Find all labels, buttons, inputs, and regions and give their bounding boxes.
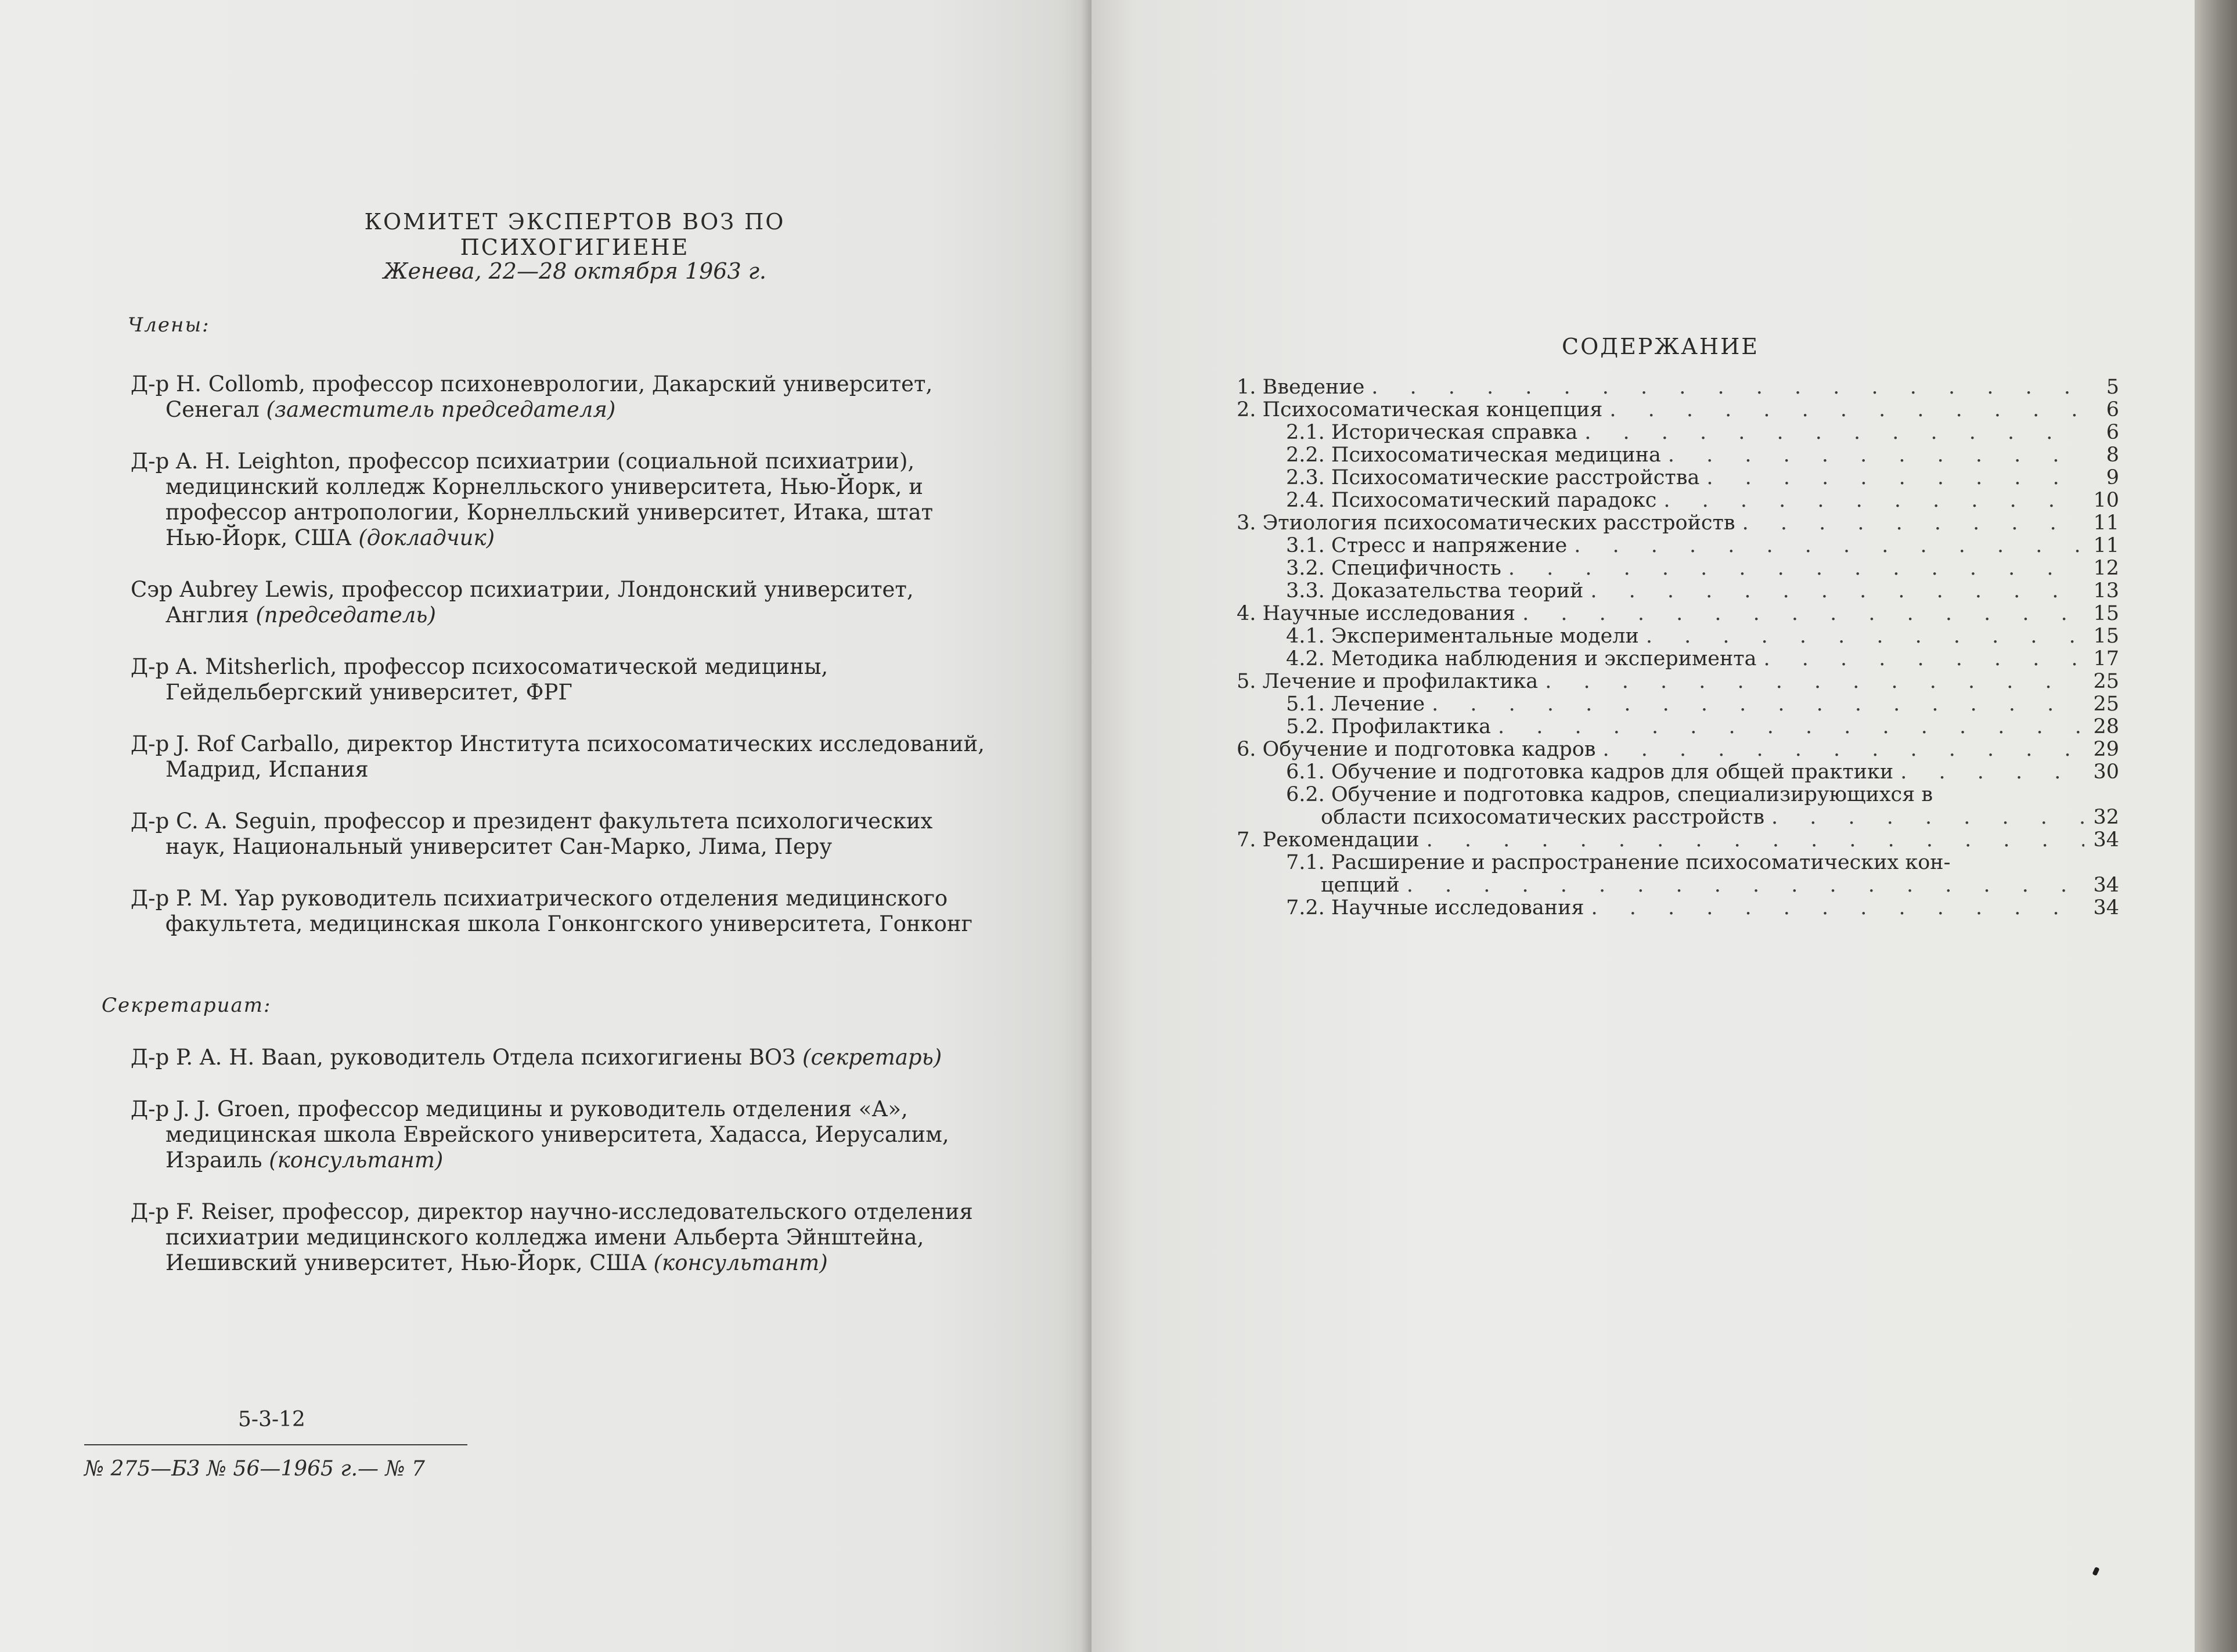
person-description: , профессор психосоматической медицины, Гейдельбергский университет, ФРГ bbox=[165, 654, 828, 705]
toc-leader-dots bbox=[1742, 512, 2084, 535]
toc-entry-label: 7.1. Расширение и распространение психосоматических кон- bbox=[1286, 851, 1951, 874]
member-entry bbox=[107, 886, 990, 937]
members-list bbox=[107, 371, 990, 963]
toc-page-number: 11 bbox=[2093, 511, 2119, 535]
toc-entry bbox=[1237, 738, 2119, 761]
secretariat-entry bbox=[107, 1045, 990, 1070]
toc-entry-label: 3.1. Стресс и напряжение bbox=[1286, 534, 1568, 557]
person-role: (председатель) bbox=[255, 603, 436, 627]
toc-page-number: 6 bbox=[2106, 398, 2119, 421]
toc-page-number: 28 bbox=[2093, 715, 2119, 738]
toc-entry bbox=[1237, 648, 2119, 670]
paper-speck bbox=[2092, 1567, 2099, 1576]
toc-entry bbox=[1237, 467, 2119, 489]
toc-page-number: 29 bbox=[2093, 738, 2119, 761]
toc-entry bbox=[1237, 852, 2119, 874]
toc-page-number: 12 bbox=[2093, 557, 2119, 580]
toc-entry bbox=[1237, 829, 2119, 852]
toc-entry bbox=[1237, 376, 2119, 399]
toc-entry-label: 2. Психосоматическая концепция bbox=[1237, 398, 1603, 421]
toc-leader-dots bbox=[1545, 670, 2084, 693]
member-entry bbox=[107, 809, 990, 860]
person-role: (заместитель председателя) bbox=[266, 397, 616, 422]
person-name: Сэр Aubrey Lewis bbox=[131, 577, 328, 602]
toc-entry-label: 3. Этиология психосоматических расстройств bbox=[1237, 511, 1735, 535]
toc-entry bbox=[1237, 512, 2119, 535]
person-description: , профессор, директор научно-исследовательского отделения психиатрии медицинского колледжа имени Альберта Эйнштейна, Иешивский университет, Нью-Йорк, США bbox=[165, 1199, 973, 1275]
person-description: , профессор и президент факультета психологических наук, Национальный университет Сан-Марко, Лима, Перу bbox=[165, 809, 933, 859]
person-description: , профессор медицины и руководитель отделения «А», медицинская школа Еврейского университета, Хадасса, Иерусалим, Израиль bbox=[165, 1096, 949, 1173]
toc-entry-label: 3.2. Специфичность bbox=[1286, 557, 1501, 580]
toc-leader-dots bbox=[1590, 580, 2084, 603]
toc-entry-label: 7. Рекомендации bbox=[1237, 828, 1420, 852]
toc-entry-label: 7.2. Научные исследования bbox=[1286, 896, 1584, 919]
toc-leader-dots bbox=[1508, 557, 2084, 580]
person-description: , профессор психиатрии, Лондонский университет, Англия bbox=[165, 577, 914, 627]
toc-entry bbox=[1237, 557, 2119, 580]
person-description: , руководитель Отдела психогигиены ВОЗ bbox=[316, 1045, 803, 1070]
toc-entry-label: 1. Введение bbox=[1237, 376, 1365, 399]
toc-entry-label: 5.1. Лечение bbox=[1286, 692, 1425, 716]
toc-page-number: 9 bbox=[2106, 466, 2119, 489]
toc-entry-label: 2.1. Историческая справка bbox=[1286, 421, 1578, 444]
person-role: (консультант) bbox=[653, 1250, 828, 1275]
toc-title: СОДЕРЖАНИЕ bbox=[1562, 334, 1759, 359]
toc-page-number: 10 bbox=[2093, 489, 2119, 512]
footer-code: 5-3-12 bbox=[238, 1408, 305, 1431]
members-label: Члены: bbox=[128, 313, 210, 337]
toc-leader-dots bbox=[1764, 648, 2084, 670]
toc-leader-dots bbox=[1603, 738, 2084, 761]
person-role: (докладчик) bbox=[358, 525, 495, 550]
toc-entry bbox=[1237, 399, 2119, 421]
toc-leader-dots bbox=[1900, 761, 2084, 784]
toc-entry bbox=[1237, 489, 2119, 512]
toc-entry bbox=[1237, 716, 2119, 738]
toc-leader-dots bbox=[1498, 716, 2084, 738]
toc-page-number: 34 bbox=[2093, 874, 2119, 897]
toc-entry-label: 6.1. Обучение и подготовка кадров для общей практики bbox=[1286, 760, 1894, 784]
page-edge-strip bbox=[2195, 0, 2237, 1652]
toc-entry bbox=[1237, 761, 2119, 784]
person-description: , директор Института психосоматических исследований, Мадрид, Испания bbox=[165, 731, 985, 782]
toc-page-number: 11 bbox=[2093, 534, 2119, 557]
toc-entry-label: 6.2. Обучение и подготовка кадров, специализирующихся в bbox=[1286, 783, 1933, 806]
toc-entry bbox=[1237, 874, 2119, 897]
toc-leader-dots bbox=[1371, 376, 2084, 399]
member-entry bbox=[107, 731, 990, 782]
secretariat-label: Секретариат: bbox=[102, 994, 272, 1017]
toc-entry-label: 5.2. Профилактика bbox=[1286, 715, 1492, 738]
toc-entry bbox=[1237, 535, 2119, 557]
toc-entry bbox=[1237, 897, 2119, 919]
person-description: , профессор психиатрии (социальной психиатрии), медицинский колледж Корнелльского университета, Нью-Йорк, и профессор антропологии, Корнелльский университет, Итака, штат Нью-Йорк, США bbox=[165, 449, 934, 550]
toc-leader-dots bbox=[1668, 444, 2084, 467]
toc-leader-dots bbox=[1522, 603, 2084, 625]
toc-entry-label: 6. Обучение и подготовка кадров bbox=[1237, 738, 1596, 761]
person-name: Д-р J. Rof Carballo bbox=[131, 731, 333, 756]
toc-entry bbox=[1237, 784, 2119, 806]
toc-page-number: 34 bbox=[2093, 896, 2119, 919]
toc-entry bbox=[1237, 806, 2119, 829]
toc-page-number: 34 bbox=[2093, 828, 2119, 852]
toc-leader-dots bbox=[1706, 467, 2084, 489]
toc-entry bbox=[1237, 421, 2119, 444]
person-name: Д-р J. J. Groen bbox=[131, 1096, 284, 1121]
toc-entry-label: 2.2. Психосоматическая медицина bbox=[1286, 443, 1661, 467]
person-name: Д-р A. H. Leighton bbox=[131, 449, 334, 474]
toc-leader-dots bbox=[1574, 535, 2084, 557]
table-of-contents bbox=[1237, 376, 2119, 919]
toc-leader-dots bbox=[1646, 625, 2084, 648]
toc-entry-label: 2.3. Психосоматические расстройства bbox=[1286, 466, 1700, 489]
toc-leader-dots bbox=[1432, 693, 2084, 716]
toc-page-number: 30 bbox=[2093, 760, 2119, 784]
person-name: Д-р H. Collomb bbox=[131, 371, 299, 396]
committee-title: КОМИТЕТ ЭКСПЕРТОВ ВОЗ ПО ПСИХОГИГИЕНЕ bbox=[364, 209, 786, 260]
person-description: руководитель психиатрического отделения медицинского факультета, медицинская школа Гонконгского университета, Гонконг bbox=[165, 886, 972, 936]
toc-leader-dots bbox=[1609, 399, 2084, 421]
secretariat-entry bbox=[107, 1096, 990, 1173]
toc-entry bbox=[1237, 693, 2119, 716]
toc-page-number: 17 bbox=[2093, 647, 2119, 670]
person-role: (консультант) bbox=[269, 1148, 444, 1173]
person-name: Д-р P. A. H. Baan bbox=[131, 1045, 317, 1070]
toc-entry-label: 3.3. Доказательства теорий bbox=[1286, 579, 1584, 603]
toc-page-number: 13 bbox=[2093, 579, 2119, 603]
person-name: Д-р C. A. Seguin bbox=[131, 809, 311, 834]
member-entry bbox=[107, 449, 990, 551]
toc-entry-label: области психосоматических расстройств bbox=[1321, 806, 1765, 829]
member-entry bbox=[107, 577, 990, 628]
toc-leader-dots bbox=[1591, 897, 2084, 919]
person-role: (секретарь) bbox=[802, 1045, 942, 1070]
person-name: Д-р A. Mitsherlich bbox=[131, 654, 330, 679]
toc-leader-dots bbox=[1584, 421, 2084, 444]
secretariat-entry bbox=[107, 1199, 990, 1276]
toc-leader-dots bbox=[1407, 874, 2084, 897]
toc-entry-label: 5. Лечение и профилактика bbox=[1237, 670, 1539, 693]
toc-page-number: 6 bbox=[2106, 421, 2119, 444]
toc-entry-label: цепций bbox=[1321, 874, 1400, 897]
member-entry bbox=[107, 654, 990, 705]
toc-leader-dots bbox=[1427, 829, 2084, 852]
person-name: Д-р P. M. Yap bbox=[131, 886, 275, 911]
toc-page-number: 15 bbox=[2093, 602, 2119, 625]
toc-entry-label: 4. Научные исследования bbox=[1237, 602, 1516, 625]
toc-entry bbox=[1237, 444, 2119, 467]
committee-subtitle: Женева, 22—28 октября 1963 г. bbox=[383, 258, 766, 284]
right-page bbox=[1092, 0, 2195, 1652]
footer-rule bbox=[84, 1444, 467, 1445]
secretariat-list bbox=[107, 1045, 990, 1302]
toc-page-number: 15 bbox=[2093, 625, 2119, 648]
toc-page-number: 8 bbox=[2106, 443, 2119, 467]
toc-page-number: 32 bbox=[2093, 806, 2119, 829]
toc-leader-dots bbox=[1771, 806, 2084, 829]
toc-entry-label: 2.4. Психосоматический парадокс bbox=[1286, 489, 1657, 512]
toc-entry bbox=[1237, 603, 2119, 625]
toc-page-number: 25 bbox=[2093, 670, 2119, 693]
left-page bbox=[0, 0, 1092, 1652]
toc-entry bbox=[1237, 625, 2119, 648]
toc-page-number: 25 bbox=[2093, 692, 2119, 716]
toc-page-number: 5 bbox=[2106, 376, 2119, 399]
toc-leader-dots bbox=[1663, 489, 2084, 512]
toc-entry-label: 4.2. Методика наблюдения и эксперимента bbox=[1286, 647, 1757, 670]
toc-entry bbox=[1237, 580, 2119, 603]
footer-print-info: № 275—Б3 № 56—1965 г.— № 7 bbox=[84, 1457, 425, 1481]
person-name: Д-р F. Reiser bbox=[131, 1199, 269, 1224]
toc-entry bbox=[1237, 670, 2119, 693]
person-description: , профессор психоневрологии, Дакарский университет, Сенегал bbox=[165, 371, 933, 422]
toc-entry-label: 4.1. Экспериментальные модели bbox=[1286, 625, 1639, 648]
member-entry bbox=[107, 371, 990, 423]
